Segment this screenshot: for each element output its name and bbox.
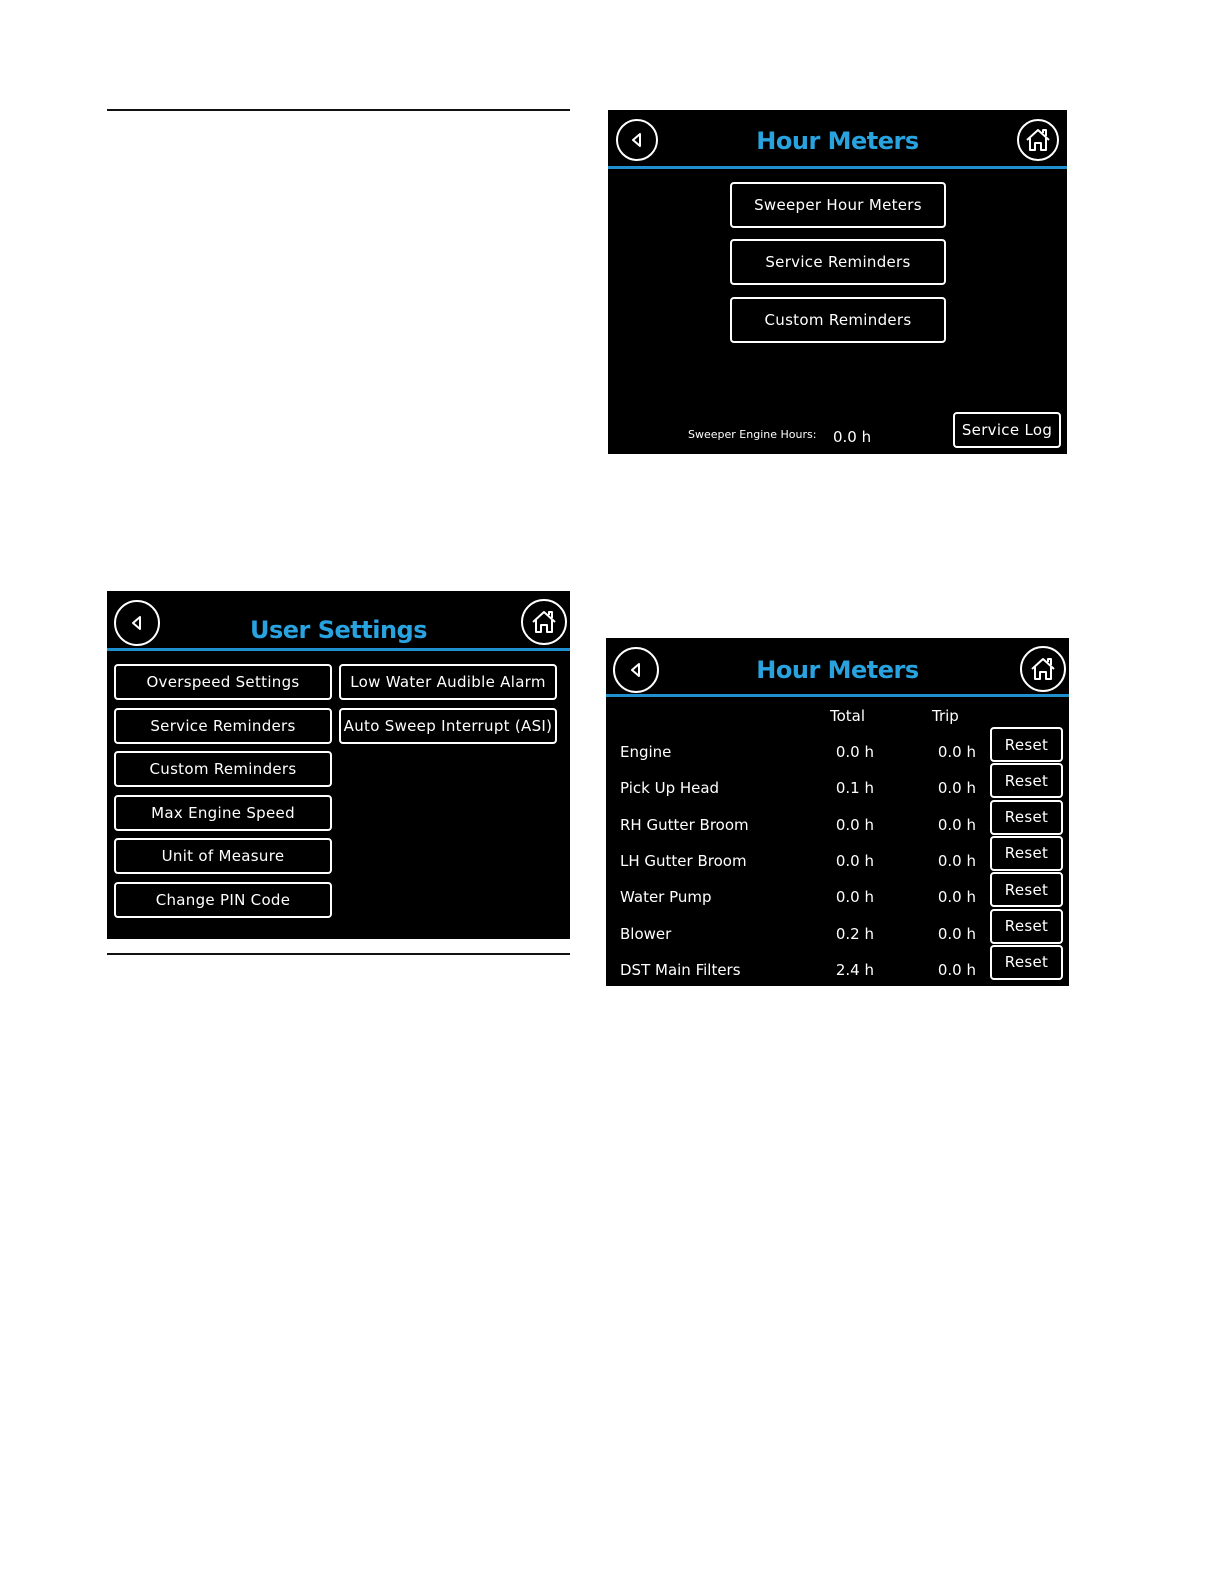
custom-reminders-button[interactable]: Custom Reminders bbox=[114, 751, 332, 787]
home-button[interactable] bbox=[1017, 119, 1059, 161]
home-button[interactable] bbox=[1020, 646, 1066, 692]
meter-name: RH Gutter Broom bbox=[620, 815, 749, 834]
service-log-button[interactable]: Service Log bbox=[953, 412, 1061, 448]
change-pin-code-button[interactable]: Change PIN Code bbox=[114, 882, 332, 918]
bottom-rule bbox=[107, 953, 570, 955]
meter-trip: 0.0 h bbox=[937, 924, 976, 943]
overspeed-settings-button[interactable]: Overspeed Settings bbox=[114, 664, 332, 700]
meter-name: Water Pump bbox=[620, 888, 712, 907]
page-title: Hour Meters bbox=[756, 656, 919, 684]
low-water-audible-alarm-button[interactable]: Low Water Audible Alarm bbox=[339, 664, 557, 700]
max-engine-speed-button[interactable]: Max Engine Speed bbox=[114, 795, 332, 831]
engine-hours-value: 0.0 h bbox=[833, 428, 872, 446]
page-title: Hour Meters bbox=[756, 127, 919, 155]
home-icon bbox=[530, 609, 558, 635]
home-icon bbox=[1029, 656, 1057, 682]
reset-button[interactable]: Reset bbox=[990, 909, 1063, 944]
meter-total: 0.1 h bbox=[835, 779, 874, 798]
meter-total: 0.0 h bbox=[835, 815, 874, 834]
meter-total: 0.0 h bbox=[835, 743, 874, 761]
sweeper-hour-meters-button[interactable]: Sweeper Hour Meters bbox=[730, 182, 946, 228]
reset-button[interactable]: Reset bbox=[990, 872, 1063, 907]
reset-button[interactable]: Reset bbox=[990, 763, 1063, 798]
meter-trip: 0.0 h bbox=[937, 960, 976, 979]
reset-button[interactable]: Reset bbox=[990, 800, 1063, 835]
meter-trip: 0.0 h bbox=[937, 851, 976, 870]
user-settings-screen bbox=[107, 591, 570, 939]
meter-total: 0.0 h bbox=[835, 851, 874, 870]
home-icon bbox=[1024, 127, 1052, 153]
service-reminders-button[interactable]: Service Reminders bbox=[730, 239, 946, 285]
engine-hours-label: Sweeper Engine Hours: bbox=[688, 428, 817, 441]
meter-trip: 0.0 h bbox=[937, 743, 976, 761]
hour-meters-table-screen bbox=[606, 638, 1069, 986]
total-column-header: Total bbox=[830, 707, 866, 725]
meter-total: 0.0 h bbox=[835, 888, 874, 907]
service-reminders-button[interactable]: Service Reminders bbox=[114, 708, 332, 744]
top-rule bbox=[107, 109, 570, 111]
reset-button[interactable]: Reset bbox=[990, 945, 1063, 980]
meter-name: LH Gutter Broom bbox=[620, 851, 747, 870]
reset-button[interactable]: Reset bbox=[990, 836, 1063, 871]
meter-total: 2.4 h bbox=[835, 960, 874, 979]
meter-trip: 0.0 h bbox=[937, 779, 976, 798]
meter-name: DST Main Filters bbox=[620, 960, 741, 979]
unit-of-measure-button[interactable]: Unit of Measure bbox=[114, 838, 332, 874]
auto-sweep-interrupt-button[interactable]: Auto Sweep Interrupt (ASI) bbox=[339, 708, 557, 744]
meter-name: Engine bbox=[620, 743, 672, 761]
page-title: User Settings bbox=[249, 616, 428, 644]
custom-reminders-button[interactable]: Custom Reminders bbox=[730, 297, 946, 343]
meter-name: Pick Up Head bbox=[620, 779, 720, 798]
hour-meters-menu-screen bbox=[608, 110, 1067, 454]
reset-button[interactable]: Reset bbox=[990, 727, 1063, 762]
meter-total: 0.2 h bbox=[835, 924, 874, 943]
meter-name: Blower bbox=[620, 924, 672, 943]
home-button[interactable] bbox=[521, 599, 567, 645]
meter-trip: 0.0 h bbox=[937, 888, 976, 907]
meter-trip: 0.0 h bbox=[937, 815, 976, 834]
trip-column-header: Trip bbox=[932, 707, 959, 725]
